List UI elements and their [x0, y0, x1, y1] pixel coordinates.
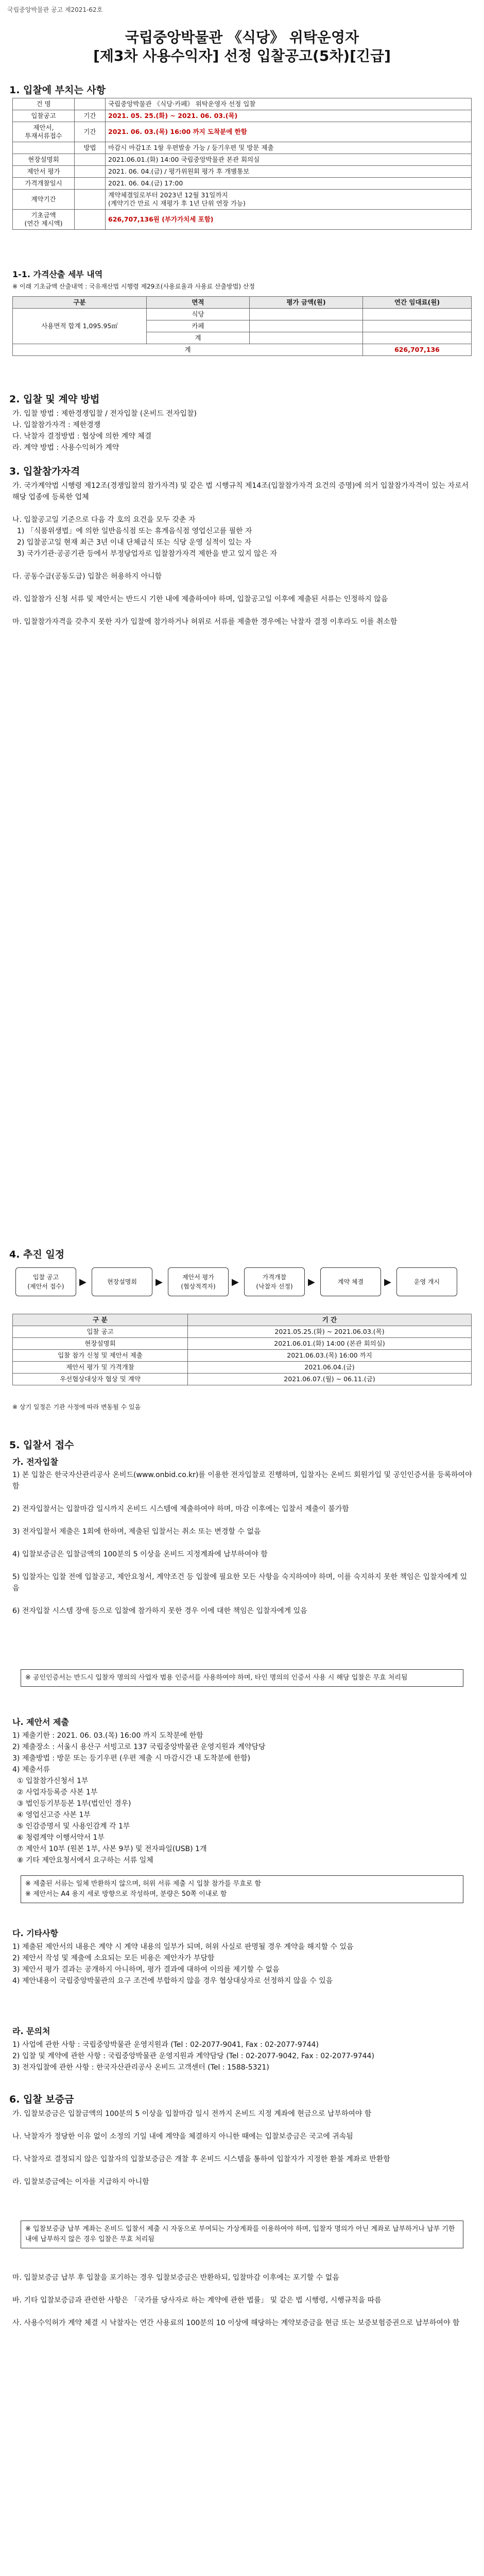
schedule-item: 제안서 평가 및 가격개찰 [13, 1362, 188, 1374]
summary-sublabel: 기간 [75, 122, 106, 142]
summary-value: 626,707,136원 (부가가치세 포함) [106, 210, 472, 230]
summary-label: 입찰공고 [13, 110, 75, 122]
agency-notice-number: 국립중앙박물관 공고 제2021-62호 [7, 6, 103, 13]
schedule-row [13, 1326, 472, 1338]
summary-label: 건 명 [13, 98, 75, 110]
schedule-item: 입찰 공고 [13, 1326, 188, 1338]
summary-row [13, 142, 472, 154]
schedule-row [13, 1338, 472, 1350]
price-cell [250, 309, 363, 320]
price-col-header: 면적 [147, 297, 250, 309]
summary-label: 가격개찰일시 [13, 178, 75, 190]
contact-text: 1) 사업에 관한 사항 : 국립중앙박물관 운영지원과 (Tel : 02-2077-9041, Fax : 02-2077-9744) 2) 입찰 및 계약에 관한 사항 : 국립중앙박물관 운영지원과 계약담당 (Tel : 02-2077-9042, Fax : 02-2077-9744) 3) 전자입찰에 관한 사항 : 한국자산관리공사 온비드 고객센터 (Tel : 1588-5321) [12, 2041, 374, 2072]
price-breakdown-note: ※ 이래 기초금액 산출내역 : 국유재산법 시행령 제29조(사용료율과 사용료 산출방법) 산정 [12, 283, 255, 290]
price-cell: 계 [147, 332, 250, 344]
schedule-note: ※ 상기 일정은 기관 사정에 따라 변동될 수 있음 [12, 1403, 141, 1411]
summary-row [13, 98, 472, 110]
summary-value: 계약체결일로부터 2023년 12월 31일까지 (계약기간 만료 시 재평가 후 1년 단위 연장 가능) [106, 190, 472, 210]
proposal-submit-subheading: 나. 제안서 제출 [12, 1717, 69, 1727]
eligibility-text: 가. 국가계약법 시행령 제12조(경쟁입찰의 참가자격) 및 같은 법 시행규칙 제14조(입찰참가자격 요건의 증명)에 의거 입찰참가자격이 있는 자로서 해당 업종에 등록한 업체 나. 입찰공고일 기준으로 다음 각 호의 요건을 모두 갖춘 자 1) 「식품위생법」에 의한 일반음식점 또는 휴게음식점 영업신고를 필한 자 2) 입찰공고일 현재 최근 3년 이내 단체급식 또는 식당 운영 실적이 있는 자 3) 국가기관·공공기관 등에서 부정당업자로 입찰참가자격 제한을 받고 있지 않은 자 다. 공동수급(공동도급) 입찰은 허용하지 아니함 라. 입찰참가 신청 서류 및 제안서는 반드시 기한 내에 제출하여야 하며, 입찰공고일 이후에 제출된 서류는 인정하지 않음 마. 입찰참가자격을 갖추지 못한 자가 입찰에 참가하거나 허위로 서류를 제출한 경우에는 낙찰자 결정 이후라도 이를 취소함 [12, 482, 469, 626]
schedule-step: 제안서 평가 (협상적격자) [168, 1267, 229, 1296]
price-total-value: 626,707,136 [363, 344, 472, 356]
deposit-notice-box: ※ 입찰보증금 납부 계좌는 온비드 입찰서 제출 시 자동으로 부여되는 가상계좌를 이용하여야 하며, 입찰자 명의가 아닌 계좌로 납부하거나 납부 기한 내에 납부하지 않은 경우 입찰은 무효 처리됨 [21, 2221, 463, 2248]
price-col-header: 연간 임대료(원) [363, 297, 472, 309]
contract-method-item: 다. 낙찰자 결정방법 : 협상에 의한 계약 체결 [12, 432, 152, 440]
summary-value: 2021. 06. 04.(금) / 평가위원회 평가 후 개별통보 [106, 166, 472, 178]
summary-label: 제안서, 투재서류접수 [13, 122, 75, 142]
price-col-header: 구분 [13, 297, 147, 309]
schedule-item: 현장설명회 [13, 1338, 188, 1350]
arrow-icon: ▶ [308, 1277, 315, 1287]
etc-text: 1) 제출된 제안서의 내용은 계약 시 계약 내용의 일부가 되며, 허위 사실로 판명될 경우 계약을 해지할 수 있음 2) 제안서 작성 및 제출에 소요되는 모든 비용은 제안자가 부담함 3) 제안서 평가 결과는 공개하지 아니하며, 평가 결과에 대하여 이의를 제기할 수 없음 4) 제안내용이 국립중앙박물관의 요구 조건에 부합하지 않을 경우 협상대상자로 선정하지 않을 수 있음 [12, 1943, 354, 1985]
schedule-item: 입찰 참가 신청 및 제안서 제출 [13, 1350, 188, 1362]
arrow-icon: ▶ [384, 1277, 391, 1287]
section-2-heading: 2. 입찰 및 계약 방법 [9, 394, 100, 405]
etc-subheading: 다. 기타사항 [12, 1928, 58, 1938]
summary-label [13, 142, 75, 154]
summary-sublabel: 방법 [75, 142, 106, 154]
summary-row [13, 178, 472, 190]
summary-row [13, 154, 472, 166]
summary-value: 2021. 06. 04.(금) 17:00 [106, 178, 472, 190]
summary-value: 국립중앙박물관 《식당·카페》 위탁운영자 선정 입찰 [106, 98, 472, 110]
contract-method-item: 나. 입찰참가자격 : 제한경쟁 [12, 421, 101, 429]
schedule-date: 2021.05.25.(화) ~ 2021.06.03.(목) [188, 1326, 472, 1338]
proposal-submit-text: 1) 제출기한 : 2021. 06. 03.(목) 16:00 까지 도착분에 한함 2) 제출장소 : 서울시 용산구 서빙고로 137 국립중앙박물관 운영지원과 계약담당 3) 제출방법 : 방문 또는 등기우편 (우편 제출 시 마감시간 내 도착분에 한함) 4) 제출서류 ① 입찰참가신청서 1부 ② 사업자등록증 사본 1부 ③ 법인등기부등본 1부(법인인 경우) ④ 영업신고증 사본 1부 ⑤ 인감증명서 및 사용인감계 각 1부 ⑥ 청렴계약 이행서약서 1부 ⑦ 제안서 10부 (원본 1부, 사본 9부) 및 전자파일(USB) 1개 ⑧ 기타 제안요청서에서 요구하는 서류 일체 [12, 1732, 266, 1865]
schedule-col-header: 기 간 [188, 1314, 472, 1326]
summary-sublabel: 기간 [75, 110, 106, 122]
schedule-step: 입찰 공고 (제안서 접수) [15, 1267, 76, 1296]
deposit-text: 가. 입찰보증금은 입찰금액의 100분의 5 이상을 입찰마감 일시 전까지 온비드 지정 계좌에 현금으로 납부하여야 함 나. 낙찰자가 정당한 이유 없이 소정의 기일 내에 계약을 체결하지 아니한 때에는 입찰보증금은 국고에 귀속됨 다. 낙찰자로 결정되지 않은 입찰자의 입찰보증금은 개찰 후 온비드 시스템을 통하여 입찰자가 지정한 환불 계좌로 반환함 라. 입찰보증금에는 이자를 지급하지 아니함 [12, 2110, 390, 2186]
price-cell [363, 309, 472, 320]
section-4-heading: 4. 추진 일정 [9, 1249, 65, 1260]
section-6-heading: 6. 입찰 보증금 [9, 2094, 74, 2105]
price-col-header: 평가 금액(원) [250, 297, 363, 309]
summary-value: 2021. 05. 25.(화) ~ 2021. 06. 03.(목) [106, 110, 472, 122]
arrow-icon: ▶ [232, 1277, 239, 1287]
summary-label: 제안서 평가 [13, 166, 75, 178]
summary-row [13, 122, 472, 142]
summary-sublabel [75, 210, 106, 230]
schedule-date: 2021.06.03.(목) 16:00 까지 [188, 1350, 472, 1362]
schedule-col-header: 구 분 [13, 1314, 188, 1326]
summary-sublabel [75, 154, 106, 166]
summary-sublabel [75, 166, 106, 178]
schedule-row [13, 1350, 472, 1362]
summary-value: 2021. 06. 03.(목) 16:00 까지 도착분에 한함 [106, 122, 472, 142]
section-1-heading: 1. 입찰에 부치는 사항 [9, 84, 106, 96]
price-cell [363, 320, 472, 332]
schedule-date: 2021.06.07.(월) ~ 06.11.(금) [188, 1374, 472, 1385]
summary-sublabel [75, 98, 106, 110]
schedule-step: 운영 개시 [396, 1267, 457, 1296]
summary-label: 기초금액 (연간 제시액) [13, 210, 75, 230]
price-row [13, 309, 472, 320]
price-sub-label: 사용면적 합계 1,095.95㎡ [13, 309, 147, 344]
summary-label: 계약기간 [13, 190, 75, 210]
schedule-row [13, 1374, 472, 1385]
summary-value: 마감시 마감1조 1항 우편발송 가능 / 등기우편 및 방문 제출 [106, 142, 472, 154]
schedule-table [12, 1314, 472, 1385]
e-bid-subheading: 가. 전자입찰 [12, 1457, 58, 1467]
summary-row [13, 210, 472, 230]
schedule-step: 계약 체결 [320, 1267, 381, 1296]
schedule-item: 우선협상대상자 협상 및 계약 [13, 1374, 188, 1385]
bid-summary-table [12, 98, 472, 230]
price-cell [250, 332, 363, 344]
price-cell: 카페 [147, 320, 250, 332]
arrow-icon: ▶ [155, 1277, 163, 1287]
price-cell [363, 332, 472, 344]
summary-label: 현장설명회 [13, 154, 75, 166]
arrow-icon: ▶ [79, 1277, 87, 1287]
schedule-step: 현장설명회 [92, 1267, 152, 1296]
proposal-notice-box: ※ 제출된 서류는 일체 반환하지 않으며, 허위 서류 제출 시 입찰 참가를 무효로 함 ※ 제안서는 A4 용지 세로 방향으로 작성하며, 분량은 50쪽 이내로 함 [21, 1875, 463, 1903]
section-5-heading: 5. 입찰서 접수 [9, 1439, 74, 1451]
e-bid-text: 1) 본 입찰은 한국자산관리공사 온비드(www.onbid.co.kr)를 이용한 전자입찰로 진행하며, 입찰자는 온비드 회원가입 및 공인인증서를 등록하여야 함 2) 전자입찰서는 입찰마감 일시까지 온비드 시스템에 제출하여야 하며, 마감 이후에는 입찰서 제출이 불가함 3) 전자입찰서 제출은 1회에 한하며, 제출된 입찰서는 취소 또는 변경할 수 없음 4) 입찰보증금은 입찰금액의 100분의 5 이상을 온비드 지정계좌에 납부하여야 함 5) 입찰자는 입찰 전에 입찰공고, 제안요청서, 계약조건 등 입찰에 필요한 모든 사항을 숙지하여야 하며, 이를 숙지하지 못한 책임은 입찰자에게 있음 6) 전자입찰 시스템 장애 등으로 입찰에 참가하지 못한 경우 이에 대한 책임은 입찰자에게 있음 [12, 1471, 472, 1615]
summary-row [13, 166, 472, 178]
schedule-row [13, 1362, 472, 1374]
contract-method-list [12, 408, 474, 453]
summary-sublabel [75, 178, 106, 190]
price-cell: 식당 [147, 309, 250, 320]
contract-method-item: 가. 입찰 방법 : 제한경쟁입찰 / 전자입찰 (온비드 전자입찰) [12, 410, 197, 418]
page-title [31, 28, 453, 65]
summary-row [13, 190, 472, 210]
price-total-row [13, 344, 472, 356]
price-total-label: 계 [13, 344, 363, 356]
summary-sublabel [75, 190, 106, 210]
schedule-flow [15, 1267, 469, 1298]
section-3-heading: 3. 입찰참가자격 [9, 466, 80, 477]
schedule-date: 2021.06.04.(금) [188, 1362, 472, 1374]
summary-row [13, 110, 472, 122]
price-table [12, 296, 472, 356]
certificate-notice-box: ※ 공인인증서는 반드시 입찰자 명의의 사업자 범용 인증서를 사용하여야 하며, 타인 명의의 인증서 사용 시 해당 입찰은 무효 처리됨 [21, 1669, 463, 1687]
contract-method-item: 라. 계약 방법 : 사용수익허가 계약 [12, 444, 119, 452]
schedule-step: 가격개찰 (낙찰자 선정) [244, 1267, 305, 1296]
contact-subheading: 라. 문의처 [12, 2026, 50, 2036]
schedule-date: 2021.06.01.(화) 14:00 (본관 회의실) [188, 1338, 472, 1350]
summary-value: 2021.06.01.(화) 14:00 국립중앙박물관 본관 회의실 [106, 154, 472, 166]
title-text: 국립중앙박물관 《식당》 위탁운영자 [제3차 사용수익자] 선정 입찰공고(5차)[긴급] [93, 29, 391, 64]
price-breakdown-heading: 1-1. 가격산출 세부 내역 [12, 269, 103, 279]
deposit-text-2: 마. 입찰보증금 납부 후 입찰을 포기하는 경우 입찰보증금은 반환하되, 입찰마감 이후에는 포기할 수 없음 바. 기타 입찰보증금과 관련한 사항은 「국가를 당사자로 하는 계약에 관한 법률」 및 같은 법 시행령, 시행규칙을 따름 사. 사용수익허가 계약 체결 시 낙찰자는 연간 사용료의 100분의 10 이상에 해당하는 계약보증금을 현금 또는 보증보험증권으로 납부하여야 함 [12, 2274, 460, 2327]
price-cell [250, 320, 363, 332]
